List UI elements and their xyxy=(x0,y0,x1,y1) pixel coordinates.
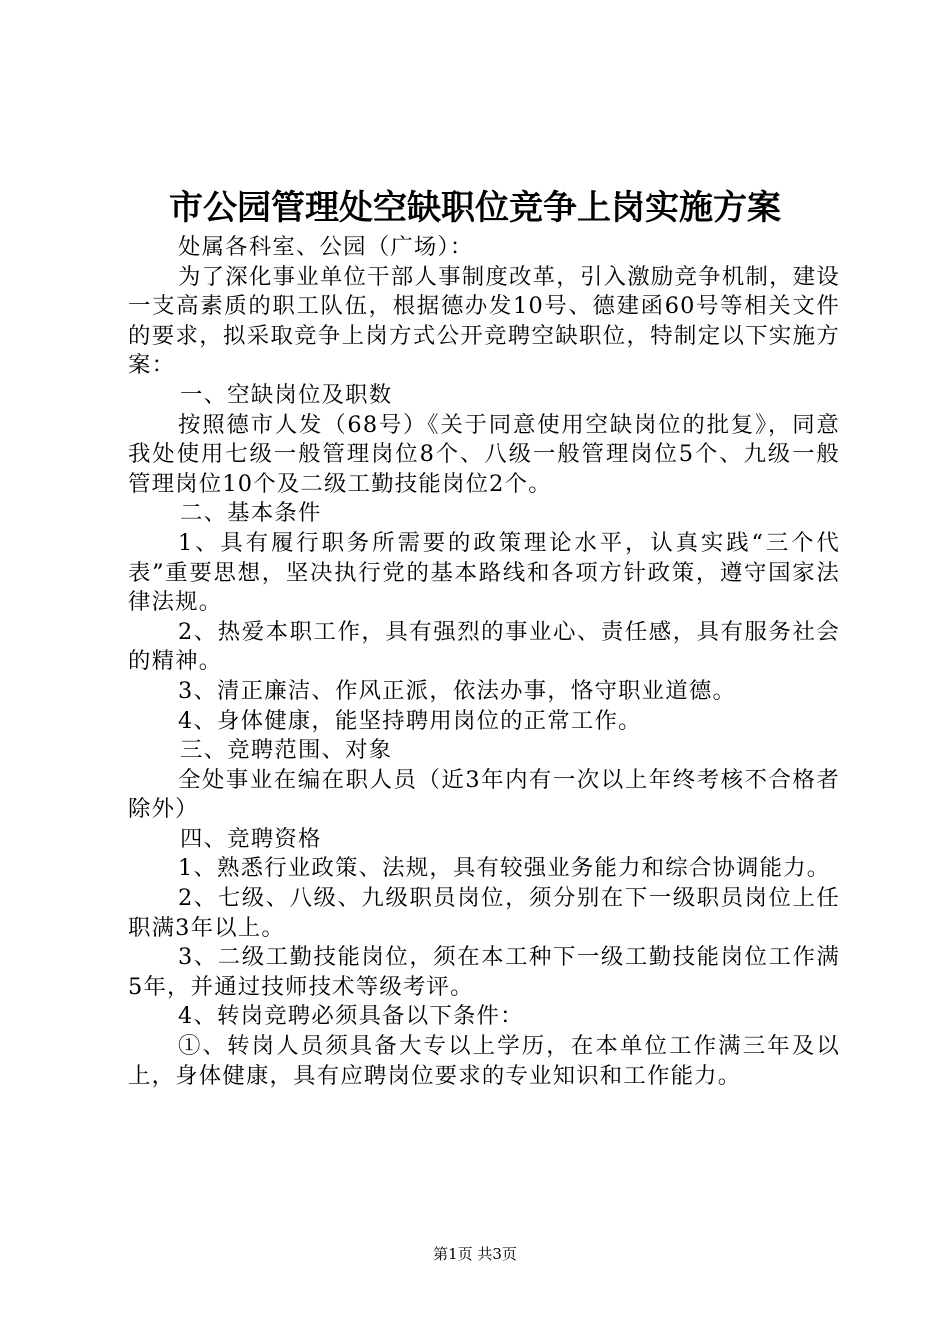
qualification-item-1: 1、熟悉行业政策、法规，具有较强业务能力和综合协调能力。 xyxy=(178,855,831,882)
condition-item-2: 2、热爱本职工作，具有强烈的事业心、责任感，具有服务社会的精神。 xyxy=(128,618,840,675)
intro-paragraph: 为了深化事业单位干部人事制度改革，引入激励竞争机制，建设一支高素质的职工队伍，根据德办发10号、德建函60号等相关文件的要求，拟采取竞争上岗方式公开竞聘空缺职位，特制定以下实施方案： xyxy=(128,263,840,379)
document-body xyxy=(128,233,840,1091)
qualification-item-2: 2、七级、八级、九级职员岗位，须分别在下一级职员岗位上任职满3年以上。 xyxy=(128,885,840,941)
scope-paragraph: 全处事业在编在职人员（近3年内有一次以上年终考核不合格者除外） xyxy=(128,766,840,823)
vacancies-paragraph: 按照德市人发（68号）《关于同意使用空缺岗位的批复》，同意我处使用七级一般管理岗位8个、八级一般管理岗位5个、九级一般管理岗位10个及二级工勤技能岗位2个。 xyxy=(128,411,840,497)
condition-item-3: 3、清正廉洁、作风正派，依法办事，恪守职业道德。 xyxy=(178,677,737,704)
condition-item-4: 4、身体健康，能坚持聘用岗位的正常工作。 xyxy=(178,707,642,734)
condition-item-1: 1、具有履行职务所需要的政策理论水平，认真实践“三个代表”重要思想，坚决执行党的基本路线和各项方针政策，遵守国家法律法规。 xyxy=(128,529,840,616)
qualification-item-3: 3、二级工勤技能岗位，须在本工种下一级工勤技能岗位工作满5年，并通过技师技术等级考评。 xyxy=(128,944,840,1000)
document-title: 市公园管理处空缺职位竞争上岗实施方案 xyxy=(169,188,781,228)
qualification-item-4: 4、转岗竞聘必须具备以下条件： xyxy=(178,1003,524,1030)
section-heading-scope: 三、竞聘范围、对象 xyxy=(180,737,393,764)
section-heading-basic-conditions: 二、基本条件 xyxy=(180,500,322,527)
section-heading-qualifications: 四、竞聘资格 xyxy=(180,825,322,852)
salutation: 处属各科室、公园（广场）： xyxy=(178,234,474,260)
transfer-condition-1: ①、转岗人员须具备大专以上学历，在本单位工作满三年及以上，身体健康，具有应聘岗位要求的专业知识和工作能力。 xyxy=(128,1033,840,1089)
section-heading-vacancies: 一、空缺岗位及职数 xyxy=(180,381,393,408)
page-footer: 第1页 共3页 xyxy=(433,1245,517,1263)
